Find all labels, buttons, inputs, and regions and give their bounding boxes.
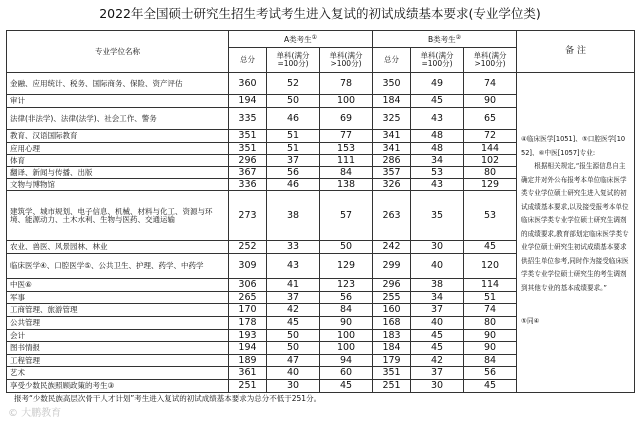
score-cell: 325 — [373, 108, 411, 130]
score-cell: 367 — [229, 167, 267, 179]
subject-cell: 文物与博物馆 — [7, 179, 229, 191]
score-cell: 123 — [320, 279, 373, 292]
score-cell: 38 — [267, 191, 320, 241]
score-cell: 45 — [411, 330, 464, 342]
class-a-mark: ① — [311, 33, 318, 41]
score-cell: 45 — [464, 380, 517, 393]
a-single-100-header: 单科(满分=100分) — [267, 48, 320, 73]
watermark: © 大鹏教育 — [8, 408, 62, 419]
subject-cell: 工程管理 — [7, 355, 229, 367]
score-cell: 265 — [229, 292, 267, 304]
subject-header: 专业学位名称 — [7, 31, 229, 73]
subject-cell: 会计 — [7, 330, 229, 342]
score-cell: 38 — [411, 279, 464, 292]
score-cell: 30 — [267, 380, 320, 393]
score-cell: 100 — [320, 330, 373, 342]
score-cell: 50 — [267, 342, 320, 355]
class-a-header — [229, 31, 373, 48]
remarks-note: ⑤同④ — [521, 317, 540, 325]
subject-cell: 艺术 — [7, 367, 229, 380]
score-table — [6, 30, 635, 393]
score-cell: 33 — [267, 241, 320, 254]
remarks-header: 备 注 — [517, 31, 635, 73]
score-cell: 74 — [464, 73, 517, 95]
score-cell: 357 — [373, 167, 411, 179]
score-cell: 138 — [320, 179, 373, 191]
score-cell: 60 — [320, 367, 373, 380]
score-cell: 49 — [411, 73, 464, 95]
score-cell: 34 — [411, 155, 464, 167]
score-cell: 129 — [320, 254, 373, 279]
score-cell: 170 — [229, 304, 267, 317]
score-cell: 286 — [373, 155, 411, 167]
score-cell: 273 — [229, 191, 267, 241]
score-cell: 47 — [267, 355, 320, 367]
score-cell: 184 — [373, 95, 411, 108]
score-cell: 37 — [411, 367, 464, 380]
score-cell: 40 — [411, 317, 464, 330]
subject-cell: 应用心理 — [7, 143, 229, 155]
score-cell: 40 — [411, 254, 464, 279]
score-cell: 178 — [229, 317, 267, 330]
score-cell: 37 — [267, 155, 320, 167]
score-cell: 45 — [320, 380, 373, 393]
score-cell: 251 — [229, 380, 267, 393]
score-cell: 194 — [229, 95, 267, 108]
score-cell: 43 — [267, 254, 320, 279]
score-cell: 102 — [464, 155, 517, 167]
score-cell: 50 — [320, 241, 373, 254]
score-cell: 251 — [373, 380, 411, 393]
subject-cell: 农业、兽医、风景园林、林业 — [7, 241, 229, 254]
score-cell: 77 — [320, 130, 373, 143]
a-total-header: 总分 — [229, 48, 267, 73]
subject-cell: 军事 — [7, 292, 229, 304]
a-single-gt100-header: 单科(满分>100分) — [320, 48, 373, 73]
class-b-label: B类考生 — [428, 34, 456, 44]
score-cell: 351 — [229, 143, 267, 155]
subject-cell: 中医⑥ — [7, 279, 229, 292]
b-total-header: 总分 — [373, 48, 411, 73]
score-cell: 120 — [464, 254, 517, 279]
score-cell: 111 — [320, 155, 373, 167]
table-body — [7, 31, 635, 393]
score-cell: 252 — [229, 241, 267, 254]
score-cell: 69 — [320, 108, 373, 130]
score-cell: 37 — [411, 304, 464, 317]
score-cell: 30 — [411, 380, 464, 393]
score-cell: 45 — [411, 95, 464, 108]
score-cell: 78 — [320, 73, 373, 95]
footnote: 报考“少数民族高层次骨干人才计划”考生进入复试的初试成绩基本要求为总分不低于251分。 — [14, 394, 322, 403]
subject-cell: 公共管理 — [7, 317, 229, 330]
score-cell: 51 — [464, 292, 517, 304]
subject-cell: 图书情报 — [7, 342, 229, 355]
score-cell: 43 — [411, 179, 464, 191]
class-b-mark: ② — [455, 33, 462, 41]
score-cell: 56 — [464, 367, 517, 380]
score-cell: 56 — [267, 167, 320, 179]
score-cell: 183 — [373, 330, 411, 342]
score-cell: 53 — [464, 191, 517, 241]
score-cell: 45 — [464, 241, 517, 254]
score-cell: 296 — [373, 279, 411, 292]
score-cell: 43 — [411, 108, 464, 130]
score-cell: 309 — [229, 254, 267, 279]
score-cell: 48 — [411, 143, 464, 155]
score-cell: 56 — [320, 292, 373, 304]
score-cell: 306 — [229, 279, 267, 292]
score-cell: 361 — [229, 367, 267, 380]
score-cell: 144 — [464, 143, 517, 155]
score-cell: 90 — [464, 95, 517, 108]
score-cell: 46 — [267, 108, 320, 130]
score-cell: 41 — [267, 279, 320, 292]
score-cell: 50 — [267, 330, 320, 342]
class-b-header — [373, 31, 517, 48]
score-cell: 48 — [411, 130, 464, 143]
score-cell: 263 — [373, 191, 411, 241]
score-cell: 114 — [464, 279, 517, 292]
b-single-gt100-header: 单科(满分>100分) — [464, 48, 517, 73]
score-cell: 46 — [267, 179, 320, 191]
score-cell: 360 — [229, 73, 267, 95]
score-cell: 42 — [267, 304, 320, 317]
score-cell: 50 — [267, 95, 320, 108]
score-cell: 45 — [267, 317, 320, 330]
score-cell: 184 — [373, 342, 411, 355]
score-cell: 100 — [320, 342, 373, 355]
subject-cell: 翻译、新闻与传播、出版 — [7, 167, 229, 179]
score-cell: 336 — [229, 179, 267, 191]
score-cell: 193 — [229, 330, 267, 342]
score-cell: 242 — [373, 241, 411, 254]
remarks-note: 根据相关规定,“报生源信息自主确定并对外公布报考本单位临床医学类专业学位硕士研究生进入复试的初试成绩基本要求,以及接受报考本单位临床医学类专业学位硕士研究生调剂的成绩要求,教育部划定临床医学类专业学位硕士研究生初试成绩基本要求供招生单位参考,同时作为接受临床医学类专业学位硕士研究生的考生调剂到其他专业的基本成绩要求。” — [521, 162, 629, 292]
score-cell: 40 — [267, 367, 320, 380]
score-cell: 51 — [267, 130, 320, 143]
score-cell: 45 — [411, 342, 464, 355]
subject-cell: 教育、汉语国际教育 — [7, 130, 229, 143]
score-cell: 194 — [229, 342, 267, 355]
table-row — [7, 73, 635, 95]
score-cell: 57 — [320, 191, 373, 241]
score-cell: 35 — [411, 191, 464, 241]
score-cell: 255 — [373, 292, 411, 304]
score-cell: 34 — [411, 292, 464, 304]
subject-cell: 体育 — [7, 155, 229, 167]
score-cell: 90 — [464, 342, 517, 355]
remarks-note: ④临床医学[1051]、⑤口腔医学[1052]、⑥中医[1057]专业: — [521, 135, 626, 157]
subject-cell: 审计 — [7, 95, 229, 108]
score-cell: 335 — [229, 108, 267, 130]
subject-cell: 建筑学、城市规划、电子信息、机械、材料与化工、资源与环境、能源动力、土木水利、生物与医药、交通运输 — [7, 191, 229, 241]
score-cell: 129 — [464, 179, 517, 191]
subject-cell: 临床医学④、口腔医学⑤、公共卫生、护理、药学、中药学 — [7, 254, 229, 279]
score-cell: 84 — [464, 355, 517, 367]
score-cell: 90 — [320, 317, 373, 330]
score-cell: 350 — [373, 73, 411, 95]
score-cell: 84 — [320, 304, 373, 317]
score-cell: 72 — [464, 130, 517, 143]
score-cell: 84 — [320, 167, 373, 179]
score-cell: 42 — [411, 355, 464, 367]
score-cell: 189 — [229, 355, 267, 367]
score-cell: 351 — [373, 367, 411, 380]
score-cell: 80 — [464, 167, 517, 179]
score-cell: 100 — [320, 95, 373, 108]
score-cell: 74 — [464, 304, 517, 317]
subject-cell: 工商管理、旅游管理 — [7, 304, 229, 317]
score-cell: 65 — [464, 108, 517, 130]
score-cell: 37 — [267, 292, 320, 304]
score-cell: 160 — [373, 304, 411, 317]
subject-cell: 法律(非法学)、法律(法学)、社会工作、警务 — [7, 108, 229, 130]
score-cell: 341 — [373, 143, 411, 155]
header-row-1 — [7, 31, 635, 48]
remarks-cell — [517, 73, 635, 393]
page-title: 2022年全国硕士研究生招生考试考生进入复试的初试成绩基本要求(专业学位类) — [99, 6, 541, 21]
score-cell: 53 — [411, 167, 464, 179]
score-cell: 80 — [464, 317, 517, 330]
score-cell: 90 — [464, 330, 517, 342]
score-cell: 326 — [373, 179, 411, 191]
score-cell: 52 — [267, 73, 320, 95]
class-a-label: A类考生 — [283, 34, 312, 44]
subject-cell: 享受少数民族照顾政策的考生③ — [7, 380, 229, 393]
score-cell: 30 — [411, 241, 464, 254]
score-cell: 153 — [320, 143, 373, 155]
subject-cell: 金融、应用统计、税务、国际商务、保险、资产评估 — [7, 73, 229, 95]
score-cell: 296 — [229, 155, 267, 167]
score-cell: 299 — [373, 254, 411, 279]
score-cell: 341 — [373, 130, 411, 143]
score-cell: 351 — [229, 130, 267, 143]
b-single-100-header: 单科(满分=100分) — [411, 48, 464, 73]
score-cell: 94 — [320, 355, 373, 367]
score-cell: 51 — [267, 143, 320, 155]
score-cell: 179 — [373, 355, 411, 367]
score-cell: 168 — [373, 317, 411, 330]
